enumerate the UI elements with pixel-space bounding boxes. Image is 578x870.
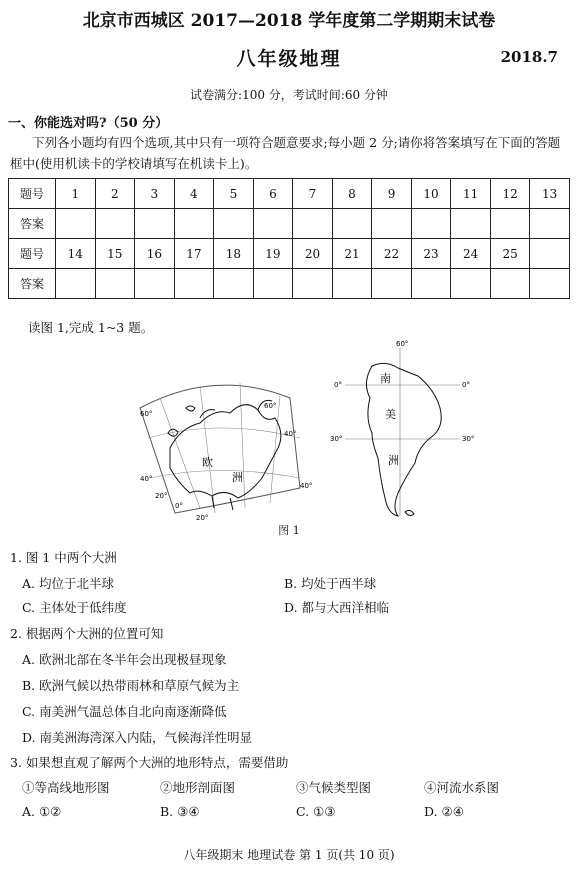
tick-label: 20° [155, 492, 168, 500]
exam-subtitle: 八年级地理 [236, 48, 342, 70]
figure-1-maps [0, 338, 578, 522]
question-3-option-a[interactable]: A. ①② [22, 804, 62, 819]
sa-graticule [345, 348, 460, 516]
exam-title: 北京市西城区 2017—2018 学年度第二学期期末试卷 [82, 11, 496, 31]
south-america-map [345, 348, 460, 516]
row-label-number: 题号 [9, 239, 56, 269]
question-number-cell: 1 [56, 179, 96, 209]
answer-table [8, 178, 570, 299]
question-number-cell: 11 [451, 179, 491, 209]
answer-cell[interactable] [135, 209, 175, 239]
question-number-cell: 2 [95, 179, 135, 209]
table-row [9, 209, 570, 239]
question-number-cell: 14 [56, 239, 96, 269]
question-number-cell: 7 [293, 179, 333, 209]
answer-cell[interactable] [332, 209, 372, 239]
exam-meta: 试卷满分:100 分，考试时间:60 分钟 [190, 88, 388, 102]
tick-label: 60° [140, 410, 153, 418]
question-2-stem: 2. 根据两个大洲的位置可知 [10, 626, 164, 641]
answer-cell[interactable] [372, 269, 412, 299]
answer-cell[interactable] [56, 269, 96, 299]
question-number-cell: 20 [293, 239, 333, 269]
answer-cell[interactable] [332, 269, 372, 299]
sa-label-3: 洲 [388, 454, 399, 467]
answer-cell[interactable] [174, 209, 214, 239]
question-2-option-b[interactable]: B. 欧洲气候以热带雨林和草原气候为主 [22, 678, 240, 693]
question-3-item-2: ②地形剖面图 [160, 780, 236, 795]
answer-cell[interactable] [214, 269, 254, 299]
exam-date: 2018.7 [500, 48, 558, 66]
answer-cell[interactable] [253, 209, 293, 239]
answer-cell[interactable] [490, 269, 530, 299]
question-3-option-c[interactable]: C. ①③ [296, 804, 336, 819]
section-title: 一、你能选对吗?（50 分） [8, 116, 169, 131]
europe-label-1: 欧 [202, 456, 213, 469]
answer-cell[interactable] [451, 269, 491, 299]
tick-label: 0° [175, 502, 183, 510]
question-number-cell: 23 [411, 239, 451, 269]
answer-cell[interactable] [411, 209, 451, 239]
table-row [9, 269, 570, 299]
sa-coastline [366, 363, 441, 516]
sa-islands [405, 510, 414, 515]
answer-cell[interactable] [95, 209, 135, 239]
question-number-cell: 19 [253, 239, 293, 269]
question-1-option-c[interactable]: C. 主体处于低纬度 [22, 600, 127, 615]
tick-label: 60° [396, 340, 409, 348]
europe-label-2: 洲 [232, 471, 243, 484]
answer-cell[interactable] [372, 209, 412, 239]
tick-label: 20° [196, 514, 209, 522]
question-2-option-a[interactable]: A. 欧洲北部在冬半年会出现极昼现象 [22, 652, 227, 667]
answer-cell[interactable] [490, 209, 530, 239]
question-1-stem: 1. 图 1 中两个大洲 [10, 550, 117, 565]
question-number-cell: 12 [490, 179, 530, 209]
question-3-option-b[interactable]: B. ③④ [160, 804, 200, 819]
question-number-cell: 8 [332, 179, 372, 209]
figure-intro: 读图 1,完成 1~3 题。 [28, 320, 154, 335]
row-label-answer: 答案 [9, 269, 56, 299]
answer-cell[interactable] [530, 209, 570, 239]
question-number-cell: 18 [214, 239, 254, 269]
question-number-cell: 6 [253, 179, 293, 209]
answer-cell[interactable] [411, 269, 451, 299]
row-label-answer: 答案 [9, 209, 56, 239]
question-number-cell: 16 [135, 239, 175, 269]
table-row [9, 179, 570, 209]
question-number-cell: 10 [411, 179, 451, 209]
question-1-option-b[interactable]: B. 均处于西半球 [284, 576, 377, 591]
tick-label: 60° [264, 402, 277, 410]
answer-cell[interactable] [95, 269, 135, 299]
question-number-cell: 24 [451, 239, 491, 269]
question-3-item-4: ④河流水系图 [424, 780, 500, 795]
question-number-cell: 15 [95, 239, 135, 269]
answer-cell[interactable] [530, 269, 570, 299]
question-3-stem: 3. 如果想直观了解两个大洲的地形特点，需要借助 [10, 755, 289, 770]
question-number-cell: 5 [214, 179, 254, 209]
tick-label: 0° [462, 381, 470, 389]
question-number-cell: 9 [372, 179, 412, 209]
figure-caption: 图 1 [278, 524, 300, 537]
answer-cell[interactable] [293, 269, 333, 299]
question-number-cell: 21 [332, 239, 372, 269]
tick-label: 40° [284, 430, 297, 438]
answer-cell[interactable] [293, 209, 333, 239]
question-3-item-1: ①等高线地形图 [22, 780, 110, 795]
answer-cell[interactable] [135, 269, 175, 299]
question-2-option-d[interactable]: D. 南美洲海湾深入内陆，气候海洋性明显 [22, 730, 253, 745]
answer-cell[interactable] [253, 269, 293, 299]
tick-label: 0° [334, 381, 342, 389]
question-3-item-3: ③气候类型图 [296, 780, 372, 795]
question-number-cell: 13 [530, 179, 570, 209]
question-number-cell: 22 [372, 239, 412, 269]
question-1-option-d[interactable]: D. 都与大西洋相临 [284, 600, 390, 615]
question-number-cell: 3 [135, 179, 175, 209]
page-footer: 八年级期末 地理试卷 第 1 页(共 10 页) [183, 848, 395, 862]
question-number-cell: 4 [174, 179, 214, 209]
answer-cell[interactable] [56, 209, 96, 239]
tick-label: 40° [140, 475, 153, 483]
answer-cell[interactable] [451, 209, 491, 239]
answer-cell[interactable] [214, 209, 254, 239]
question-2-option-c[interactable]: C. 南美洲气温总体自北向南逐渐降低 [22, 704, 227, 719]
sa-label-2: 美 [385, 408, 396, 421]
question-1-option-a[interactable]: A. 均位于北半球 [22, 576, 114, 591]
europe-graticule [148, 383, 300, 513]
question-number-cell: 25 [490, 239, 530, 269]
question-number-cell [530, 239, 570, 269]
tick-label: 30° [330, 435, 343, 443]
tick-label: 30° [462, 435, 475, 443]
question-3-option-d[interactable]: D. ②④ [424, 804, 464, 819]
sa-label-1: 南 [380, 372, 391, 385]
europe-coastline [170, 400, 281, 510]
tick-label: 40° [300, 482, 313, 490]
row-label-number: 题号 [9, 179, 56, 209]
table-row [9, 239, 570, 269]
question-number-cell: 17 [174, 239, 214, 269]
answer-cell[interactable] [174, 269, 214, 299]
section-instructions: 下列各小题均有四个选项,其中只有一项符合题意要求;每小题 2 分;请你将答案填写在下面的答题框中(使用机读卡的学校请填写在机读卡上)。 [10, 135, 561, 171]
